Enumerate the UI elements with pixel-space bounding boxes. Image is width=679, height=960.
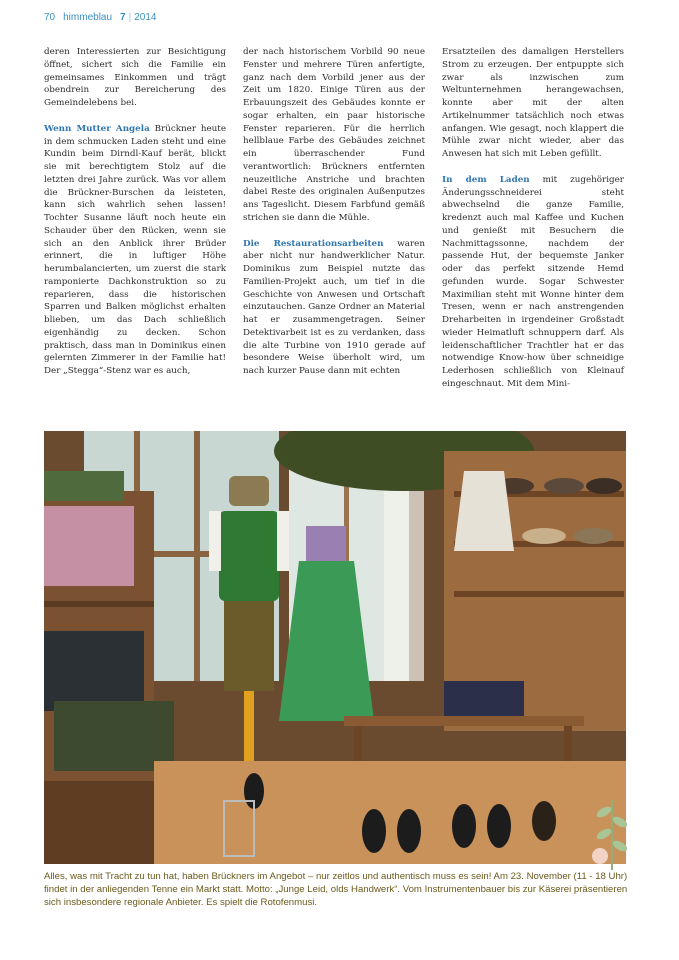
paragraph-text: der nach historischem Vorbild 90 neue Fenster und mehrere Türen anfertigte, ganz nach dem Vorbild jener aus der Zeit um 1820. Einige Türen aus der Erbauungszeit des Gebäudes konnte er sogar erhalten, ein paar historische Fenster reparieren. Für die herrlich hellblaue Farbe des Gebäudes zeichnet ein überraschender Fund verantwortlich: Brückners entfernten neuzeitliche Anstriche und brachten dabei Reste des originalen Außenputzes ans Tageslicht. Diesem Farbfund gemäß strichen sie dann die Mühle. (243, 47, 425, 223)
paragraph (442, 46, 624, 161)
paragraph (243, 238, 425, 378)
paragraph-lead: In dem Laden (442, 174, 530, 185)
page-header (44, 8, 156, 26)
photo-caption: Alles, was mit Tracht zu tun hat, haben Brückners im Angebot – nur zeitlos und authentisch muss es sein! Am 23. November (11 - 18 Uhr) findet in der anliegenden Tenne ein Markt statt. Motto: „Junge Leid, olds Handwerk“. Vom Instrumentenbauer bis zur Käserei präsentieren sich insbesondere regionale Anbieter. Es spielt die Rotofenmusi. (44, 871, 628, 909)
paragraph (44, 123, 226, 378)
paragraph-text: mit zugehöriger Änderungsschneiderei steht abwechselnd die ganze Familie, kredenzt auch mal Kaffee und Kuchen und genießt mit Besuchern die Nachmittagssonne, nachdem der passende Hut, der bequemste Janker oder das perfekt sitzende Hemd gefunden wurde. Sogar Schwester Maximilian steht mit Wonne hinter dem Tresen, wenn er nach anstrengenden Dreharbeiten in irgendeiner Großstadt wieder Heimatluft schnuppern darf. Als leidenschaftlicher Trachtler hat er das notwendige Know-how über schneidige Lederhosen schließlich von Kleinauf eingeschnaut. Mit dem Mini- (442, 174, 624, 389)
issue-number: 7 (120, 11, 126, 23)
article-column-2 (243, 46, 425, 391)
magazine-name: himmeblau (63, 11, 113, 23)
leaf-decoration-icon (590, 790, 634, 870)
article-column-1 (44, 46, 226, 391)
paragraph-text: Ersatzteilen des damaligen Herstellers Strom zu erzeugen. Der entpuppte sich zwar als inzwischen zum Weltunternehmen herangewachsen, konnte aber mit der alten Artikelnummer tatsächlich noch etwas anfangen. Wie gesagt, noch klappert die Mühle zwar nicht wieder, aber das Anwesen hat sich mit Leben gefüllt. (442, 47, 624, 159)
shop-photo-illustration (44, 431, 626, 864)
paragraph-lead: Wenn Mutter Angela (44, 123, 150, 134)
shop-interior-photo (44, 431, 626, 864)
paragraph (442, 174, 624, 391)
issue-year: 2014 (134, 11, 157, 23)
page-number: 70 (44, 11, 56, 23)
issue-label (120, 12, 156, 23)
paragraph-text: Brückner heute in dem schmucken Laden steht und eine Kundin beim Dirndl-Kauf berät, blickt sie mit berechtigtem Stolz auf die letzten drei Jahre zurück. Was vor allem die Brückner-Burschen da leisteten, kann sich wahrlich sehen lassen! Tochter Susanne läuft noch heute ein Schauder über den Rücken, wenn sie sich an den Anblick ihrer Brüder erinnert, die in luftiger Höhe herumbalancierten, um zuerst die stark ramponierte Dachkonstruktion so zu reparieren, dass die historischen Sparren und Balken möglichst erhalten blieben, um das Dach schließlich eigenhändig zu decken. Schon praktisch, dass man in Dominikus einen gelernten Zimmerer in der Familie hat! Der „Stegga“-Stenz war es auch, (44, 123, 227, 376)
paragraph-lead: Die Restaurationsarbeiten (243, 238, 384, 249)
paragraph (44, 46, 226, 110)
article-column-3 (442, 46, 624, 404)
paragraph-text: waren aber nicht nur handwerklicher Natur. Dominikus zum Beispiel nutzte das Familien-Projekt auch, um tief in die Geschichte von Anwesen und Ortschaft einzutauchen. Ganze Ordner an Material hat er zusammengetragen. Seiner Detektivarbeit ist es zu verdanken, dass die alte Turbine von 1910 gerade auf besondere Weise überholt wird, um nach kurzer Pause dann mit echten (243, 238, 425, 376)
paragraph (243, 46, 425, 225)
paragraph-text: deren Interessierten zur Besichtigung öffnet, sichert sich die Familie ein gemeinsames Einkommen und trägt obendrein zur Bereicherung des Gemeindelebens bei. (44, 47, 226, 108)
issue-separator: | (128, 11, 132, 23)
